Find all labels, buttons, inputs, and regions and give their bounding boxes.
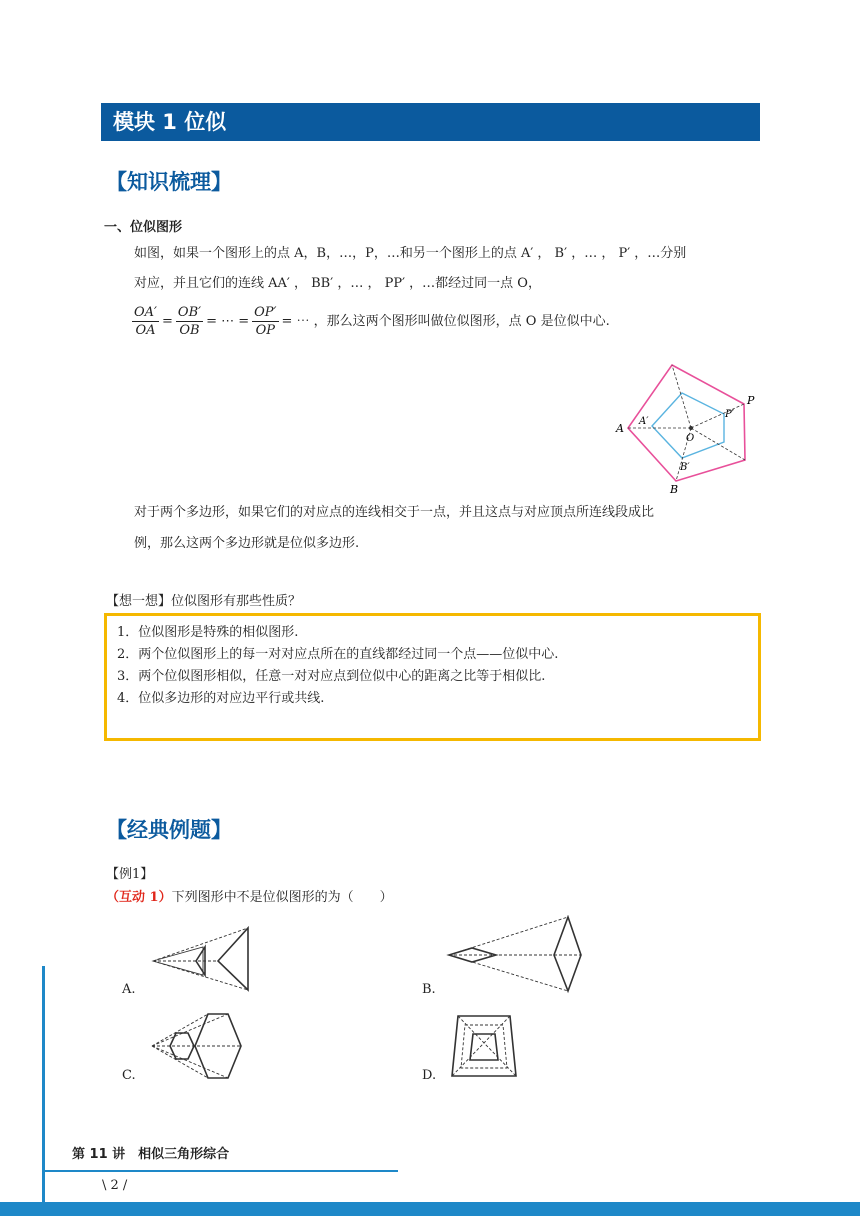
option-d-figure	[450, 1012, 520, 1080]
option-a-figure	[148, 925, 252, 995]
label-o: O	[686, 433, 695, 444]
label-a: A	[616, 422, 624, 435]
polygon-line-1: 对于两个多边形，如果它们的对应点的连线相交于一点，并且这点与对应顶点所连线段成比	[134, 505, 655, 520]
page-number: \ 2 /	[102, 1178, 128, 1193]
fraction-num: OB′	[177, 305, 202, 320]
intro-line-1: 如图，如果一个图形上的点 A，B，…，P，…和另一个图形上的点 A′ ， B′ ，… ， P′ ，…分别	[134, 246, 687, 261]
think-title: 【想一想】位似图形有那些性质？	[106, 594, 302, 609]
option-c-label: C.	[122, 1068, 136, 1083]
example-label: 【例1】	[106, 867, 154, 882]
option-a-label: A.	[122, 982, 136, 997]
polygon-line-2: 例，那么这两个多边形就是位似多边形.	[134, 536, 360, 551]
fraction-op	[252, 304, 278, 339]
large-rhombus	[554, 917, 581, 991]
fraction-num: OP′	[254, 305, 277, 320]
intro-line-2: 对应，并且它们的连线 AA′ ， BB′ ，… ， PP′ ，…都经过同一点 O，	[134, 276, 541, 291]
example-question: 下列图形中不是位似图形的为（ ）	[171, 890, 393, 905]
ratio-mid: = ⋯ =	[206, 314, 250, 329]
option-c-figure	[148, 1010, 244, 1080]
fraction-ob	[176, 304, 203, 339]
fraction-den: OB	[179, 323, 200, 338]
properties-box	[104, 613, 761, 741]
property-item: 2．两个位似图形上的每一对对应点所在的直线都经过同一个点——位似中心.	[117, 647, 559, 662]
knowledge-title: 【知识梳理】	[106, 170, 232, 194]
label-b-prime: B′	[680, 462, 690, 473]
inner-trapezoid	[470, 1034, 498, 1060]
inner-pentagon	[652, 393, 724, 458]
outer-trapezoid	[452, 1016, 516, 1076]
example-title: 【经典例题】	[106, 818, 232, 842]
label-a-prime: A′	[639, 416, 649, 427]
label-p-prime: P′	[725, 409, 734, 420]
property-item: 1．位似图形是特殊的相似图形.	[117, 625, 299, 640]
homothety-figure	[612, 360, 760, 500]
fraction-oa	[132, 304, 159, 339]
ratio-formula: $\frac{OA'}{OA}$ = $\frac{OB'}{OB}$ = ⋯ = $\frac{OP'}{OP}$ = ⋯ ，那么这两个图形叫做位似图形，点 O 是位似中心.	[134, 305, 610, 338]
label-b: B	[670, 483, 679, 496]
fraction-num: OA′	[134, 305, 157, 320]
option-b-label: B.	[422, 982, 436, 997]
property-item: 3．两个位似图形相似，任意一对对应点到位似中心的距离之比等于相似比.	[117, 669, 546, 684]
footer-title: 第 11 讲 相似三角形综合	[72, 1147, 230, 1162]
option-b-figure	[446, 915, 582, 995]
property-item: 4．位似多边形的对应边平行或共线.	[117, 691, 325, 706]
fraction-den: OA	[135, 323, 156, 338]
large-triangle	[218, 928, 248, 990]
sub-heading: 一、位似图形	[104, 220, 183, 235]
example-tag: （互动 1）	[106, 890, 172, 905]
module-title-bar: 模块 1 位似	[101, 103, 760, 141]
fraction-den: OP	[255, 323, 276, 338]
ratio-tail: = ⋯ ，那么这两个图形叫做位似图形，点 O 是位似中心.	[281, 314, 610, 329]
bottom-band	[0, 1202, 860, 1216]
example-question-line	[106, 886, 393, 905]
center-point	[689, 426, 693, 430]
label-p: P	[747, 394, 755, 407]
option-d-label: D.	[422, 1068, 437, 1083]
footer-rule	[42, 1170, 398, 1172]
